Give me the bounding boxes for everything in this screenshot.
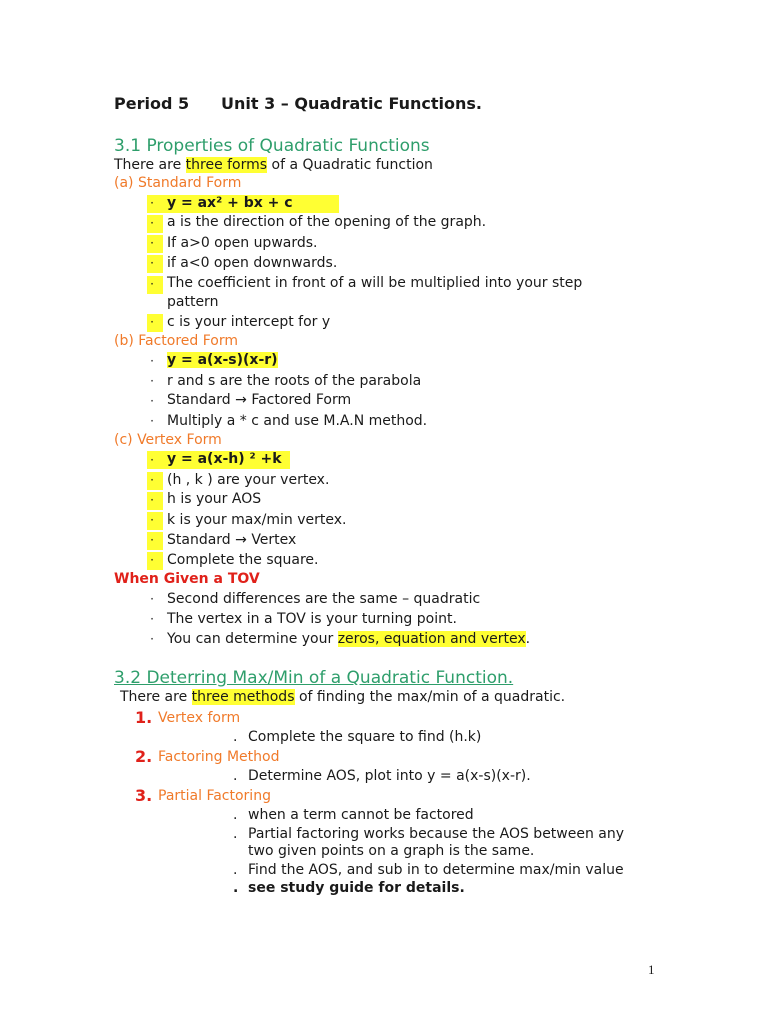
bullet: · [150, 592, 154, 606]
list-item: (h , k ) are your vertex. [167, 472, 330, 488]
list-item-continuation: pattern [167, 294, 219, 310]
list-item: Standard → Factored Form [167, 392, 352, 408]
page-title-period: Period 5 [114, 94, 190, 113]
intro-text-end: of a Quadratic function [267, 157, 433, 173]
bullet: · [150, 493, 154, 507]
method-number: 2. [135, 747, 153, 766]
tov-last-highlight: zeros, equation and vertex [337, 631, 526, 647]
section-heading-3-2: 3.2 Deterring Max/Min of a Quadratic Function. [114, 668, 514, 688]
bullet: · [150, 256, 154, 270]
section-heading-3-1: 3.1 Properties of Quadratic Functions [114, 136, 430, 156]
list-item-continuation: two given points on a graph is the same. [248, 843, 535, 859]
list-item: when a term cannot be factored [248, 807, 474, 823]
factored-formula-text: y = a(x-s)(x-r) [167, 352, 278, 368]
bullet: · [150, 473, 154, 487]
page-number: 1 [648, 962, 655, 977]
bullet: · [150, 216, 154, 230]
intro-text: There are [114, 157, 186, 173]
section1-intro [114, 157, 433, 173]
factored-form-label: (b) Factored Form [114, 333, 239, 349]
bullet: · [150, 374, 154, 388]
list-item: Second differences are the same – quadratic [167, 591, 481, 607]
bullet: · [150, 453, 154, 467]
list-item: Complete the square to find (h.k) [248, 729, 482, 745]
list-item: Complete the square. [167, 552, 319, 568]
bullet: · [150, 394, 154, 408]
list-item: If a>0 open upwards. [167, 235, 318, 251]
standard-form-label: (a) Standard Form [114, 175, 242, 191]
bullet: · [150, 315, 154, 329]
bullet: · [150, 513, 154, 527]
bullet: · [150, 236, 154, 250]
list-item: Multiply a * c and use M.A.N method. [167, 413, 428, 429]
list-item-study-guide: see study guide for details. [248, 880, 465, 896]
list-item: a is the direction of the opening of the graph. [167, 214, 487, 230]
method-label-vertex-form: Vertex form [158, 710, 241, 726]
bullet: · [150, 533, 154, 547]
list-item: The vertex in a TOV is your turning point. [167, 611, 457, 627]
tov-label: When Given a TOV [114, 571, 260, 587]
vertex-formula: y = a(x-h) ² +k [167, 451, 282, 467]
dot-bullet: . [233, 880, 239, 896]
list-item: h is your AOS [167, 491, 262, 507]
dot-bullet: . [233, 768, 238, 784]
list-item: Determine AOS, plot into y = a(x-s)(x-r). [248, 768, 531, 784]
list-item: Find the AOS, and sub in to determine max/min value [248, 862, 624, 878]
bullet: · [150, 196, 154, 210]
method-label-factoring: Factoring Method [158, 749, 280, 765]
list-item: r and s are the roots of the parabola [167, 373, 422, 389]
bullet: · [150, 632, 154, 646]
list-item: k is your max/min vertex. [167, 512, 347, 528]
list-item: Standard → Vertex [167, 532, 297, 548]
bullet: · [150, 553, 154, 567]
intro-text-end: of finding the max/min of a quadratic. [294, 689, 566, 705]
list-item: The coefficient in front of a will be multiplied into your step [167, 275, 583, 291]
page-title-unit: Unit 3 – Quadratic Functions. [221, 94, 482, 113]
vertex-form-label: (c) Vertex Form [114, 432, 222, 448]
bullet: · [150, 277, 154, 291]
tov-last-text: You can determine your [167, 631, 338, 647]
method-number: 3. [135, 786, 153, 805]
method-label-partial-factoring: Partial Factoring [158, 788, 271, 804]
intro-highlight: three methods [191, 689, 295, 705]
intro-text: There are [120, 689, 192, 705]
factored-formula [167, 352, 278, 368]
standard-formula: y = ax² + bx + c [167, 195, 293, 211]
list-item: Partial factoring works because the AOS between any [248, 826, 625, 842]
bullet: · [150, 612, 154, 626]
intro-highlight: three forms [185, 157, 268, 173]
list-item-tov-last [167, 631, 530, 647]
method-number: 1. [135, 708, 153, 727]
tov-last-end: . [525, 631, 531, 647]
dot-bullet: . [233, 862, 238, 878]
dot-bullet: . [233, 826, 238, 842]
list-item: c is your intercept for y [167, 314, 331, 330]
bullet: · [150, 354, 154, 368]
list-item: if a<0 open downwards. [167, 255, 338, 271]
section2-intro [120, 689, 565, 705]
dot-bullet: . [233, 807, 238, 823]
bullet: · [150, 414, 154, 428]
dot-bullet: . [233, 729, 238, 745]
